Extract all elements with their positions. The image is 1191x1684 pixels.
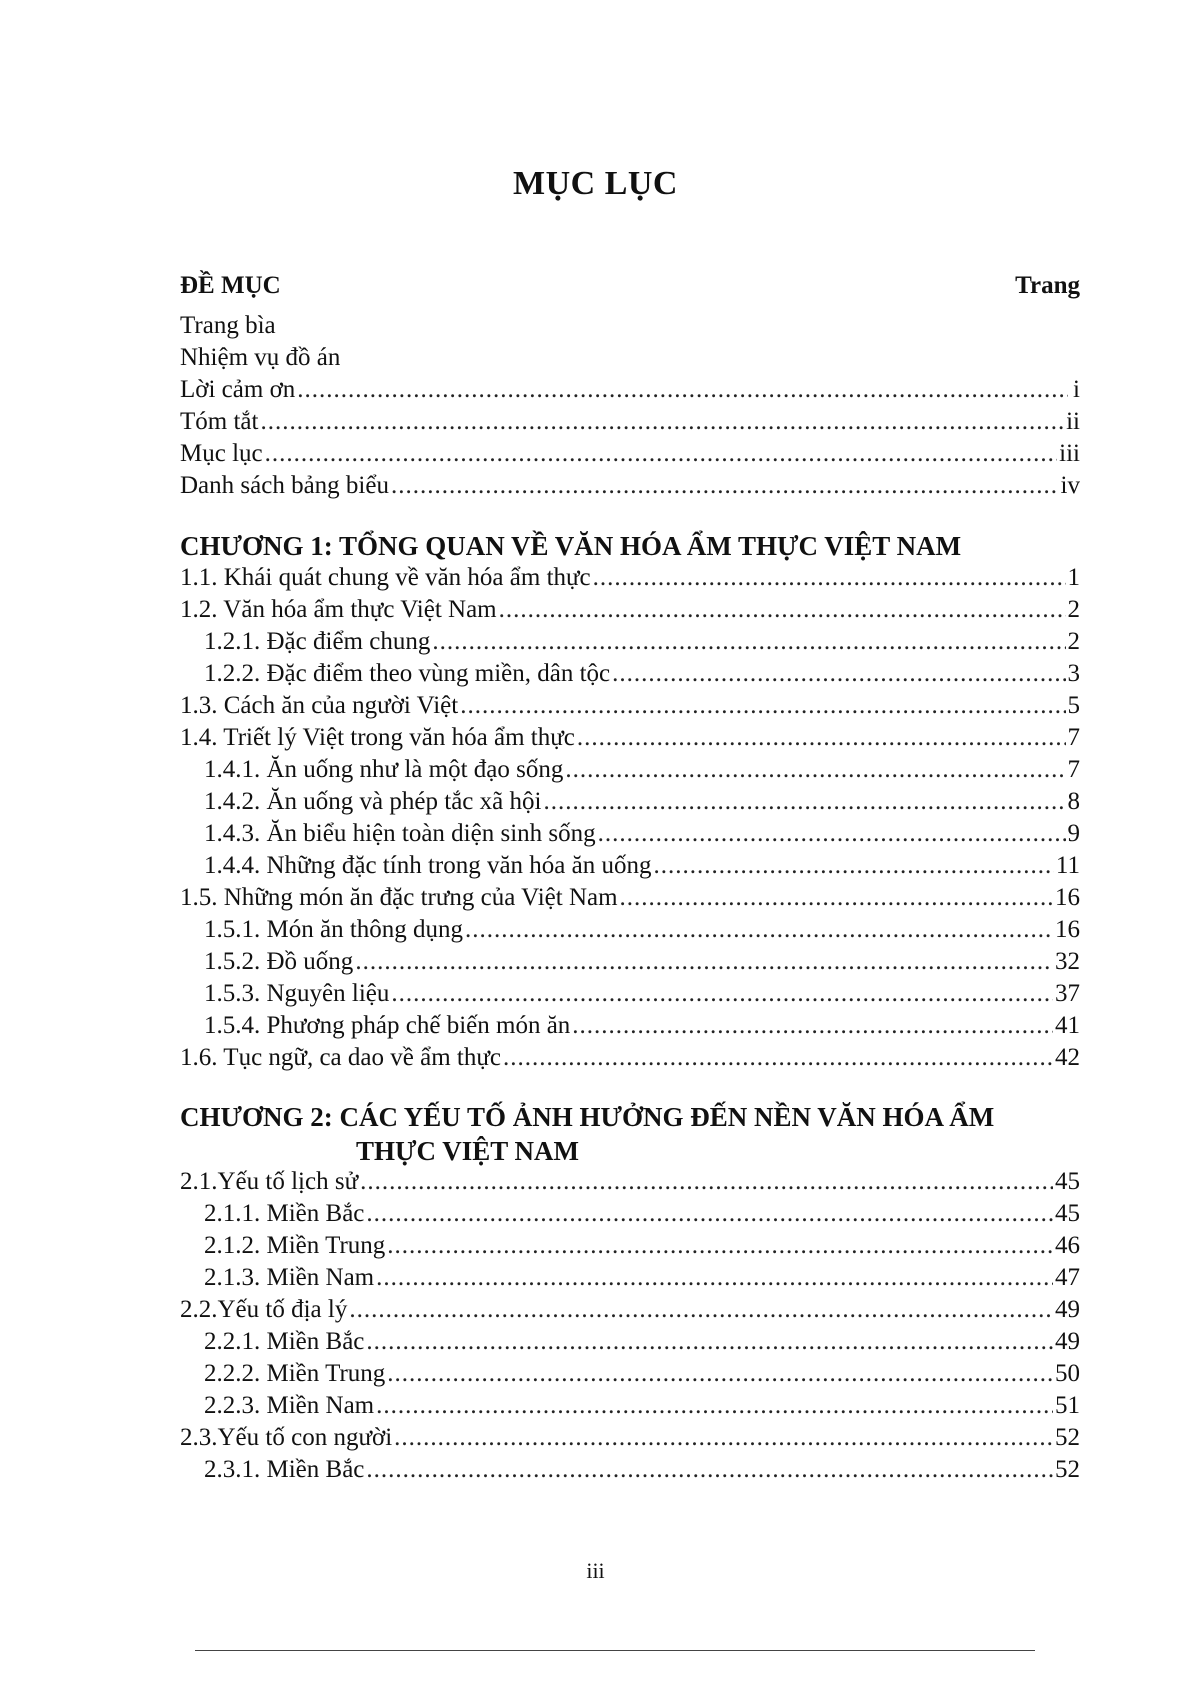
- toc-entry-label: 2.3.1. Miền Bắc: [204, 1456, 365, 1483]
- dot-leader: [654, 852, 1054, 880]
- toc-entry-page: ii: [1066, 408, 1080, 435]
- dot-leader: [499, 596, 1066, 624]
- toc-entry-page: 16: [1055, 884, 1080, 911]
- dot-leader: [355, 948, 1053, 976]
- toc-row: [180, 852, 1080, 884]
- dot-leader: [391, 980, 1053, 1008]
- page-title: MỤC LỤC: [513, 165, 678, 202]
- dot-leader: [387, 1232, 1053, 1260]
- dot-leader: [465, 916, 1053, 944]
- toc-row: [180, 1044, 1080, 1076]
- dot-leader: [391, 472, 1059, 500]
- toc-entry-label: 1.4.4. Những đặc tính trong văn hóa ăn uống: [204, 852, 652, 879]
- toc-row: [180, 312, 1080, 344]
- toc-row: [180, 1200, 1080, 1232]
- toc-row: [180, 1328, 1080, 1360]
- toc-entry-label: 1.5.2. Đồ uống: [204, 948, 354, 975]
- toc-entry-page: 49: [1055, 1328, 1080, 1355]
- toc-row: [180, 1168, 1080, 1200]
- toc-entry-label: 1.5. Những món ăn đặc trưng của Việt Nam: [180, 884, 618, 911]
- toc-row: [180, 724, 1080, 756]
- dot-leader: [366, 1456, 1053, 1484]
- toc-entry-page: 51: [1055, 1392, 1080, 1419]
- toc-entry-label: 2.1.2. Miền Trung: [204, 1232, 386, 1259]
- toc-entry-page: 45: [1055, 1200, 1080, 1227]
- toc-row: [180, 440, 1080, 472]
- toc-row: [180, 628, 1080, 660]
- chapter-1-heading: CHƯƠNG 1: TỔNG QUAN VỀ VĂN HÓA ẨM THỰC VIỆT NAM: [180, 531, 962, 561]
- dot-leader: [376, 1264, 1053, 1292]
- toc-entry-label: 1.4.3. Ăn biểu hiện toàn diện sinh sống: [204, 820, 596, 847]
- toc-entry-label: 1.4.1. Ăn uống như là một đạo sống: [204, 756, 564, 783]
- toc-entry-label: Lời cảm ơn: [180, 376, 296, 403]
- toc-entry-page: 7: [1067, 724, 1080, 751]
- dot-leader: [612, 660, 1065, 688]
- toc-entry-label: 2.2.1. Miền Bắc: [204, 1328, 365, 1355]
- dot-leader: [360, 1168, 1053, 1196]
- toc-entry-page: 2: [1067, 596, 1080, 623]
- toc-row: [180, 756, 1080, 788]
- toc-entry-page: iii: [1059, 440, 1080, 467]
- toc-row: [180, 564, 1080, 596]
- dot-leader: [349, 1296, 1053, 1324]
- toc-entry-page: iv: [1060, 472, 1080, 499]
- toc-entry-label: 1.5.3. Nguyên liệu: [204, 980, 390, 1007]
- toc-row: [180, 820, 1080, 852]
- toc-entry-page: 7: [1067, 756, 1080, 783]
- toc-row: [180, 1392, 1080, 1424]
- dot-leader: [387, 1360, 1053, 1388]
- dot-leader: [598, 820, 1066, 848]
- toc-entry-page: 1: [1067, 564, 1080, 591]
- dot-leader: [297, 376, 1068, 404]
- toc-entry-label: 2.2.3. Miền Nam: [204, 1392, 375, 1419]
- toc-row: [180, 1296, 1080, 1328]
- toc-entry-page: 5: [1067, 692, 1080, 719]
- dot-leader: [543, 788, 1065, 816]
- toc-entry-label: Mục lục: [180, 440, 263, 467]
- toc-row: [180, 344, 1080, 376]
- toc-entry-label: 2.2.Yếu tố địa lý: [180, 1296, 348, 1323]
- toc-entry-page: 41: [1055, 1012, 1080, 1039]
- toc-entry-label: 2.1.Yếu tố lịch sử: [180, 1168, 359, 1195]
- toc-row: [180, 948, 1080, 980]
- toc-entry-label: 1.3. Cách ăn của người Việt: [180, 692, 459, 719]
- dot-leader: [593, 564, 1066, 592]
- dot-leader: [503, 1044, 1053, 1072]
- chapter-2-heading-line2: THỰC VIỆT NAM: [356, 1136, 580, 1166]
- toc-entry-page: 42: [1055, 1044, 1080, 1071]
- bottom-rule: [195, 1650, 1035, 1651]
- toc-entry-page: 50: [1055, 1360, 1080, 1387]
- toc-entry-label: 2.1.1. Miền Bắc: [204, 1200, 365, 1227]
- toc-row: [180, 1360, 1080, 1392]
- dot-leader: [260, 408, 1064, 436]
- toc-entry-page: i: [1073, 376, 1080, 403]
- toc-header-left: ĐỀ MỤC: [180, 272, 281, 299]
- toc-row: [180, 1456, 1080, 1488]
- toc-entry-label: 1.4. Triết lý Việt trong văn hóa ẩm thực: [180, 724, 575, 751]
- dot-leader: [366, 1328, 1053, 1356]
- dot-leader: [366, 1200, 1053, 1228]
- toc-row: [180, 788, 1080, 820]
- dot-leader: [376, 1392, 1053, 1420]
- toc-entry-page: 11: [1055, 852, 1080, 879]
- toc-entry-label: Nhiệm vụ đồ án: [180, 344, 341, 371]
- toc-row: [180, 980, 1080, 1012]
- toc-row: [180, 376, 1080, 408]
- toc-row: [180, 1264, 1080, 1296]
- toc-entry-page: 3: [1067, 660, 1080, 687]
- toc-entry-page: 2: [1067, 628, 1080, 655]
- toc-row: [180, 884, 1080, 916]
- toc-entry-label: 1.6. Tục ngữ, ca dao về ẩm thực: [180, 1044, 501, 1071]
- toc-entry-page: 8: [1067, 788, 1080, 815]
- toc-row: [180, 408, 1080, 440]
- page-number: iii: [586, 1558, 605, 1583]
- toc-entry-label: 2.1.3. Miền Nam: [204, 1264, 375, 1291]
- toc-entry-page: 16: [1055, 916, 1080, 943]
- toc-header-right: Trang: [1015, 272, 1080, 299]
- toc-entry-page: 52: [1055, 1456, 1080, 1483]
- toc-entry-label: 1.5.1. Món ăn thông dụng: [204, 916, 464, 943]
- toc-entry-label: Trang bìa: [180, 312, 276, 339]
- toc-entry-label: 1.4.2. Ăn uống và phép tắc xã hội: [204, 788, 542, 815]
- toc-entry-label: 2.2.2. Miền Trung: [204, 1360, 386, 1387]
- toc-entry-label: 1.2.2. Đặc điểm theo vùng miền, dân tộc: [204, 660, 611, 687]
- toc-entry-label: Danh sách bảng biểu: [180, 472, 389, 499]
- toc-entry-label: 1.5.4. Phương pháp chế biến món ăn: [204, 1012, 571, 1039]
- toc-entry-page: 52: [1055, 1424, 1080, 1451]
- toc-row: [180, 1232, 1080, 1264]
- dot-leader: [577, 724, 1066, 752]
- toc-row: [180, 692, 1080, 724]
- table-of-contents: [180, 272, 1080, 1488]
- toc-row: [180, 660, 1080, 692]
- toc-entry-page: 46: [1055, 1232, 1080, 1259]
- toc-entry-label: Tóm tắt: [180, 408, 259, 435]
- dot-leader: [460, 692, 1065, 720]
- dot-leader: [620, 884, 1053, 912]
- toc-entry-page: 49: [1055, 1296, 1080, 1323]
- toc-row: [180, 596, 1080, 628]
- toc-entry-label: 1.1. Khái quát chung về văn hóa ẩm thực: [180, 564, 591, 591]
- toc-row: [180, 916, 1080, 948]
- chapter-2-heading-line1: CHƯƠNG 2: CÁC YẾU TỐ ẢNH HƯỞNG ĐẾN NỀN VĂN HÓA ẨM: [180, 1102, 995, 1132]
- dot-leader: [394, 1424, 1053, 1452]
- dot-leader: [432, 628, 1065, 656]
- toc-entry-page: 37: [1055, 980, 1080, 1007]
- dot-leader: [565, 756, 1065, 784]
- toc-entry-label: 2.3.Yếu tố con người: [180, 1424, 393, 1451]
- toc-entry-page: 32: [1055, 948, 1080, 975]
- dot-leader: [572, 1012, 1053, 1040]
- toc-entry-label: 1.2.1. Đặc điểm chung: [204, 628, 431, 655]
- dot-leader: [265, 440, 1058, 468]
- toc-row: [180, 472, 1080, 504]
- toc-row: [180, 1424, 1080, 1456]
- toc-entry-page: 45: [1055, 1168, 1080, 1195]
- chapter-2-heading: [180, 1100, 1080, 1168]
- toc-entry-label: 1.2. Văn hóa ẩm thực Việt Nam: [180, 596, 497, 623]
- toc-entry-page: 47: [1055, 1264, 1080, 1291]
- toc-entry-page: 9: [1067, 820, 1080, 847]
- toc-row: [180, 1012, 1080, 1044]
- toc-header: [180, 272, 1080, 312]
